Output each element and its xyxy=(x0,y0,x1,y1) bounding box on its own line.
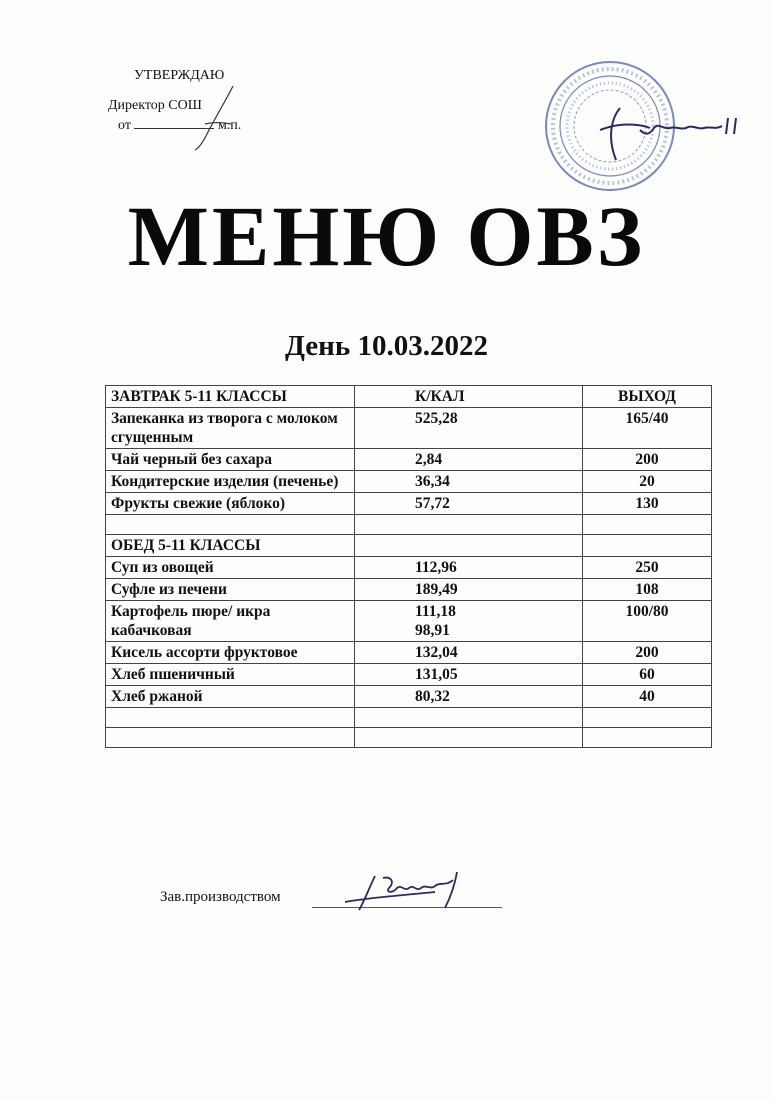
table-row xyxy=(106,493,712,515)
table-row xyxy=(106,449,712,471)
approve-label: УТВЕРЖДАЮ xyxy=(134,68,225,83)
dish-output: 100/80 xyxy=(583,601,712,642)
dish-output: 165/40 xyxy=(583,408,712,449)
dish-kcal-multi xyxy=(355,601,583,642)
empty-row xyxy=(106,728,712,748)
dish-output: 200 xyxy=(583,642,712,664)
table-row xyxy=(106,408,712,449)
dish-kcal: 525,28 xyxy=(355,408,583,449)
dish-output: 20 xyxy=(583,471,712,493)
dish-name: Кисель ассорти фруктовое xyxy=(106,642,355,664)
dish-kcal: 131,05 xyxy=(355,664,583,686)
table-row xyxy=(106,471,712,493)
producer-label: Зав.производством xyxy=(160,889,281,905)
director-label: Директор СОШ xyxy=(108,98,202,113)
dish-name: Кондитерские изделия (печенье) xyxy=(106,471,355,493)
table-header-row xyxy=(106,386,712,408)
empty-row xyxy=(106,515,712,535)
director-signature-mark xyxy=(185,82,245,152)
header-output: ВЫХОД xyxy=(583,386,712,408)
table-row xyxy=(106,664,712,686)
table-row xyxy=(106,579,712,601)
day-label: День 10.03.2022 xyxy=(285,330,488,362)
dish-name: Чай черный без сахара xyxy=(106,449,355,471)
header-kcal: К/КАЛ xyxy=(355,386,583,408)
menu-table xyxy=(105,385,712,748)
dish-kcal: 80,32 xyxy=(355,686,583,708)
stamp-signature xyxy=(580,100,760,170)
table-row xyxy=(106,557,712,579)
dish-kcal: 112,96 xyxy=(355,557,583,579)
dish-kcal-second: 98,91 xyxy=(415,622,450,639)
header-breakfast: ЗАВТРАК 5-11 КЛАССЫ xyxy=(106,386,355,408)
dish-name: Фрукты свежие (яблоко) xyxy=(106,493,355,515)
dish-kcal: 132,04 xyxy=(355,642,583,664)
empty-row xyxy=(106,708,712,728)
dish-output: 40 xyxy=(583,686,712,708)
dish-name: Хлеб пшеничный xyxy=(106,664,355,686)
table-row xyxy=(106,642,712,664)
dish-name: Запеканка из творога с молоком сгущенным xyxy=(106,408,355,449)
from-label: от xyxy=(118,118,131,133)
lunch-header: ОБЕД 5-11 КЛАССЫ xyxy=(106,535,355,557)
dish-output: 108 xyxy=(583,579,712,601)
dish-name: Картофель пюре/ икра кабачковая xyxy=(106,601,355,642)
dish-kcal: 2,84 xyxy=(355,449,583,471)
dish-name: Суп из овощей xyxy=(106,557,355,579)
mp-label: м.п. xyxy=(217,118,242,133)
dish-kcal: 57,72 xyxy=(355,493,583,515)
table-row xyxy=(106,601,712,642)
dish-output: 250 xyxy=(583,557,712,579)
lunch-header-row xyxy=(106,535,712,557)
dish-output: 200 xyxy=(583,449,712,471)
dish-name: Суфле из печени xyxy=(106,579,355,601)
dish-kcal: 36,34 xyxy=(355,471,583,493)
dish-kcal: 189,49 xyxy=(355,579,583,601)
dish-output: 60 xyxy=(583,664,712,686)
page-title: МЕНЮ ОВЗ xyxy=(127,188,646,284)
dish-output: 130 xyxy=(583,493,712,515)
table-row xyxy=(106,686,712,708)
dish-kcal: 111,18 xyxy=(415,603,456,620)
producer-signature xyxy=(335,868,475,918)
dish-name: Хлеб ржаной xyxy=(106,686,355,708)
